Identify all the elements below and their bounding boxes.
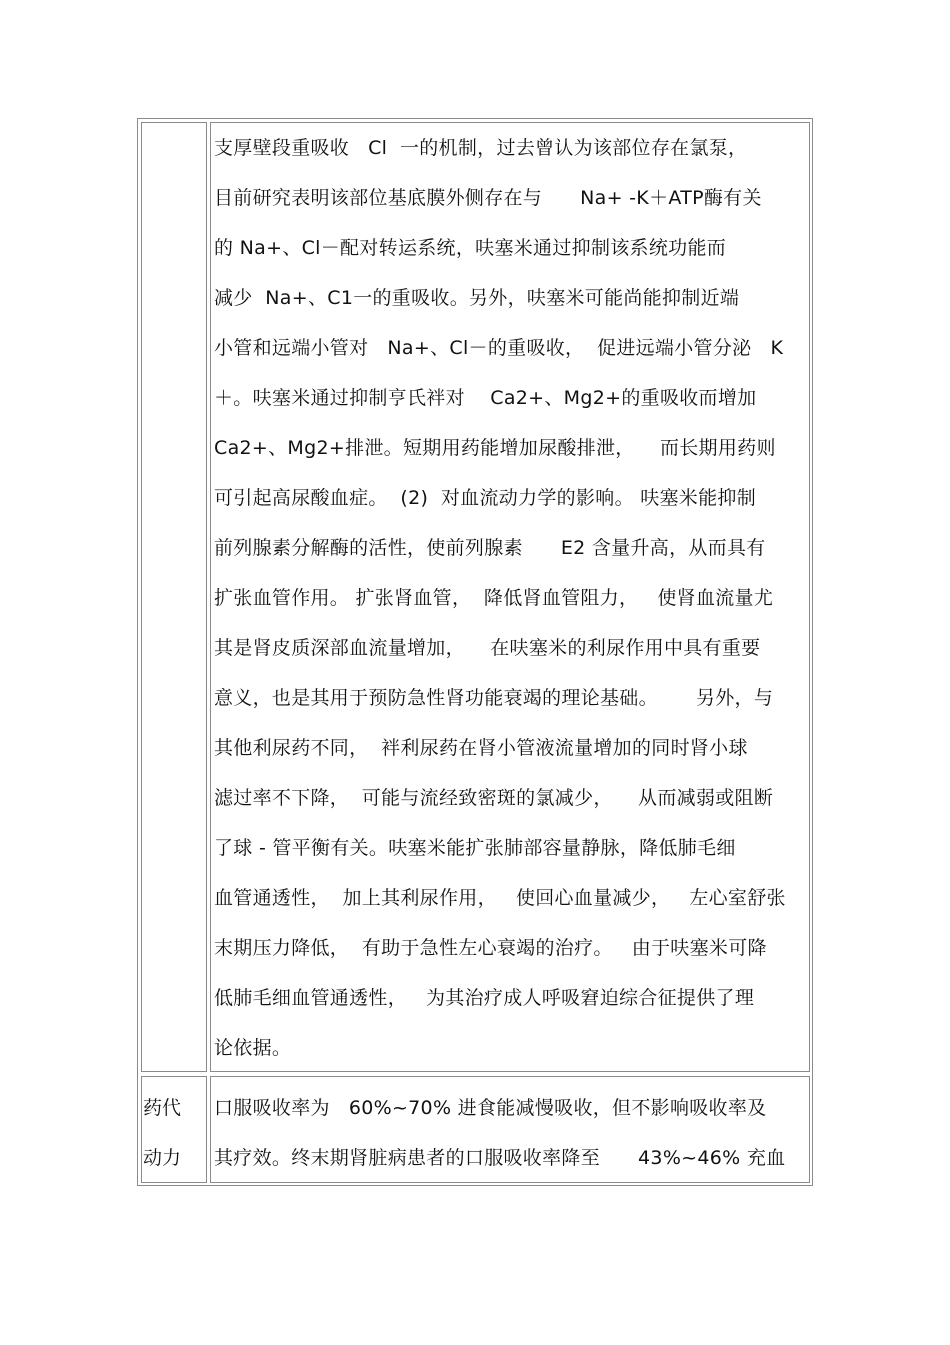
row2-text-line: 口服吸收率为 60%~70% 进食能减慢吸收，但不影响吸收率及 [214, 1097, 767, 1119]
body-text-line: 小管和远端小管对 Na+、Cl－的重吸收， 促进远端小管分泌 K [214, 337, 784, 359]
body-text-line: 血管通透性， 加上其利尿作用， 使回心血量减少， 左心室舒张 [214, 887, 786, 909]
body-text-line: 支厚壁段重吸收 Cl 一的机制，过去曾认为该部位存在氯泵， [214, 137, 748, 159]
body-text-line: 扩张血管作用。 扩张肾血管， 降低肾血管阻力， 使肾血流量尤 [214, 587, 774, 609]
body-text-line: 低肺毛细血管通透性， 为其治疗成人呼吸窘迫综合征提供了理 [214, 987, 755, 1009]
body-text-line: 可引起高尿酸血症。 (2) 对血流动力学的影响。 呋塞米能抑制 [214, 487, 757, 509]
body-text-line: 前列腺素分解酶的活性，使前列腺素 E2 含量升高，从而具有 [214, 537, 766, 559]
body-text-line: ＋。呋塞米通过抑制亨氏袢对 Ca2+、Mg2+的重吸收而增加 [214, 387, 757, 409]
body-text-line: 目前研究表明该部位基底膜外侧存在与 Na+ -K＋ATP酶有关 [214, 187, 762, 209]
row2-text-line: 其疗效。终末期肾脏病患者的口服吸收率降至 43%~46% 充血 [214, 1147, 786, 1169]
body-text-line: 了球 - 管平衡有关。呋塞米能扩张肺部容量静脉，降低肺毛细 [214, 837, 736, 859]
body-text-line: Ca2+、Mg2+排泄。短期用药能增加尿酸排泄， 而长期用药则 [214, 437, 776, 459]
body-text-line: 论依据。 [214, 1037, 292, 1059]
table-cell-label-1 [141, 122, 207, 1072]
body-text-line: 其他利尿药不同， 袢利尿药在肾小管液流量增加的同时肾小球 [214, 737, 748, 759]
body-text-line: 滤过率不下降， 可能与流经致密斑的氯减少， 从而减弱或阻断 [214, 787, 774, 809]
row-label-line: 药代 [143, 1097, 182, 1119]
row-label-line: 动力 [143, 1147, 182, 1169]
body-text-line: 其是肾皮质深部血流量增加， 在呋塞米的利尿作用中具有重要 [214, 637, 761, 659]
body-text-line: 意义，也是其用于预防急性肾功能衰竭的理论基础。 另外，与 [214, 687, 774, 709]
body-text-line: 减少 Na+、C1一的重吸收。另外，呋塞米可能尚能抑制近端 [214, 287, 740, 309]
body-text-line: 的 Na+、Cl－配对转运系统，呋塞米通过抑制该系统功能而 [214, 237, 727, 259]
body-text-line: 末期压力降低， 有助于急性左心衰竭的治疗。 由于呋塞米可降 [214, 937, 767, 959]
